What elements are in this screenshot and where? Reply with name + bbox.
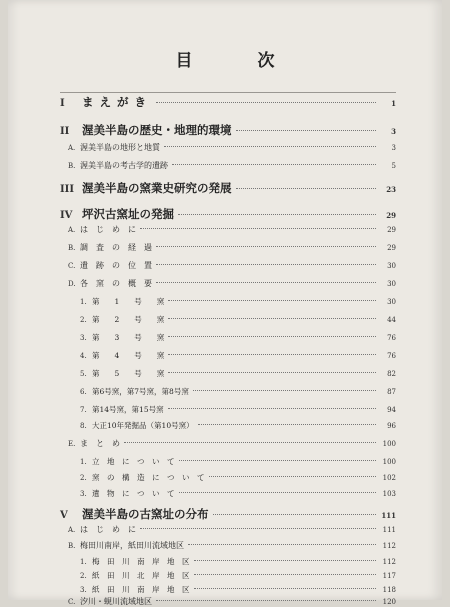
entry-page: 3 [391,144,396,152]
entry-label: 坪沢古窯址の発掘 [82,207,174,221]
leader-dots [194,560,377,561]
leader-dots [168,372,376,373]
toc-entry [68,524,396,535]
leader-dots [124,442,376,443]
entry-label: 第 4 号 窯 [92,351,165,360]
entry-page: 44 [387,316,396,324]
entry-label: 第 2 号 窯 [92,315,165,324]
leader-dots [236,188,377,189]
entry-page: 3 [391,127,396,136]
entry-number: B. [68,162,76,170]
entry-number: III [60,184,75,195]
book-page [8,0,442,606]
entry-label: 紙 田 川 南 岸 地 区 [92,585,190,594]
toc-entry [80,456,396,467]
entry-label: 汐川・蜆川流域地区 [80,597,152,606]
entry-number: 5. [80,370,87,378]
toc-entry [68,540,396,551]
entry-page: 96 [387,422,396,430]
leader-dots [168,354,376,355]
leader-dots [209,476,377,477]
entry-number: 6. [80,388,87,396]
leader-dots [140,528,376,529]
leader-dots [156,246,376,247]
entry-label: 渥美半島の地形と地質 [80,143,160,152]
entry-label: は じ め に [80,525,136,534]
entry-page: 29 [387,244,396,252]
leader-dots [178,214,376,215]
entry-number: 3. [80,586,87,594]
entry-label: 渥美半島の考古学的遺跡 [80,161,168,170]
toc-entry [68,160,396,171]
entry-number: A. [68,226,76,234]
toc-entry [80,386,396,397]
entry-label: 立 地 に つ い て [92,457,175,466]
toc-entry [80,488,396,499]
entry-number: B. [68,542,76,550]
leader-dots [213,514,377,515]
leader-dots [168,408,376,409]
leader-dots [168,300,376,301]
entry-page: 112 [382,558,396,566]
entry-number: 2. [80,474,87,482]
entry-page: 29 [387,226,396,234]
toc-entry [68,596,396,606]
toc-entry [68,142,396,153]
entry-number: C. [68,598,76,606]
entry-number: 7. [80,406,87,414]
entry-page: 102 [382,474,396,482]
toc-entry [68,260,396,271]
entry-page: 30 [387,280,396,288]
entry-number: A. [68,526,76,534]
entry-label: まえがき [82,95,152,109]
entry-page: 112 [382,542,396,550]
entry-number: 1. [80,458,87,466]
leader-dots [168,318,376,319]
entry-label: 第 5 号 窯 [92,369,165,378]
toc-entry [68,224,396,235]
entry-label: 第6号窯，第7号窯，第8号窯 [92,387,189,396]
leader-dots [156,102,376,103]
entry-number: I [60,98,65,109]
entry-number: 4. [80,352,87,360]
toc-entry [80,368,396,379]
entry-number: 3. [80,334,87,342]
entry-page: 103 [382,490,396,498]
toc-entry [80,556,396,567]
toc-entry [68,438,396,449]
leader-dots [164,146,376,147]
entry-number: D. [68,280,76,288]
entry-label: 渥美半島の古窯址の分布 [82,507,209,521]
entry-label: 渥美半島の窯業史研究の発展 [82,181,232,195]
entry-page: 111 [382,526,396,534]
entry-label: ま と め [80,439,120,448]
entry-label: 紙 田 川 北 岸 地 区 [92,571,190,580]
toc-entry [80,570,396,581]
entry-page: 76 [387,352,396,360]
entry-label: は じ め に [80,225,136,234]
entry-page: 100 [382,458,396,466]
entry-page: 76 [387,334,396,342]
entry-page: 120 [382,598,396,606]
leader-dots [156,264,376,265]
leader-dots [188,544,376,545]
entry-number: V [60,510,68,521]
entry-page: 117 [382,572,396,580]
leader-dots [156,282,376,283]
leader-dots [193,390,376,391]
entry-page: 118 [382,586,396,594]
entry-number: E. [68,440,76,448]
toc-entry [60,206,396,222]
entry-number: 3. [80,490,87,498]
entry-page: 87 [387,388,396,396]
leader-dots [198,424,376,425]
entry-number: II [60,126,70,137]
entry-number: C. [68,262,76,270]
entry-label: 第 3 号 窯 [92,333,165,342]
toc-entry [60,180,396,196]
entry-page: 82 [387,370,396,378]
entry-label: 梅 田 川 南 岸 地 区 [92,557,190,566]
entry-number: 8. [80,422,87,430]
leader-dots [179,492,377,493]
toc-entry [60,94,396,110]
toc-entry [80,314,396,325]
page-title: 目 次 [175,51,299,71]
entry-number: 2. [80,572,87,580]
toc-entry [68,278,396,289]
entry-label: 調 査 の 経 過 [80,243,152,252]
entry-number: 1. [80,298,87,306]
toc-entry [68,242,396,253]
entry-page: 1 [391,99,396,108]
entry-page: 30 [387,262,396,270]
toc-entry [80,350,396,361]
entry-label: 大正10年発掘品（第10号窯） [92,421,194,430]
entry-label: 遺 跡 の 位 置 [80,261,152,270]
leader-dots [179,460,377,461]
entry-label: 渥美半島の歴史・地理的環境 [82,123,232,137]
toc-entry [80,296,396,307]
entry-label: 遺 物 に つ い て [92,489,175,498]
toc-entry [80,332,396,343]
entry-page: 23 [386,185,396,194]
toc-entry [60,122,396,138]
toc-entry [80,472,396,483]
toc-entry [80,420,396,431]
entry-page: 29 [386,211,396,220]
entry-page: 111 [381,511,396,520]
leader-dots [168,336,376,337]
toc-entry [60,506,396,522]
leader-dots [194,588,377,589]
entry-number: IV [60,210,73,221]
toc-entry [80,584,396,595]
entry-label: 各 窯 の 概 要 [80,279,152,288]
entry-page: 5 [391,162,396,170]
entry-page: 94 [387,406,396,414]
entry-number: A. [68,144,76,152]
entry-page: 30 [387,298,396,306]
entry-page: 100 [382,440,396,448]
leader-dots [194,574,377,575]
leader-dots [140,228,376,229]
entry-label: 第14号窯，第15号窯 [92,405,164,414]
toc-entry [80,404,396,415]
entry-number: 1. [80,558,87,566]
entry-number: 2. [80,316,87,324]
table-of-contents [8,0,442,606]
leader-dots [156,600,376,601]
entry-label: 梅田川南岸，紙田川流域地区 [80,541,184,550]
leader-dots [236,130,377,131]
entry-label: 第 1 号 窯 [92,297,165,306]
entry-label: 窯 の 構 造 に つ い て [92,473,205,482]
leader-dots [172,164,376,165]
entry-number: B. [68,244,76,252]
